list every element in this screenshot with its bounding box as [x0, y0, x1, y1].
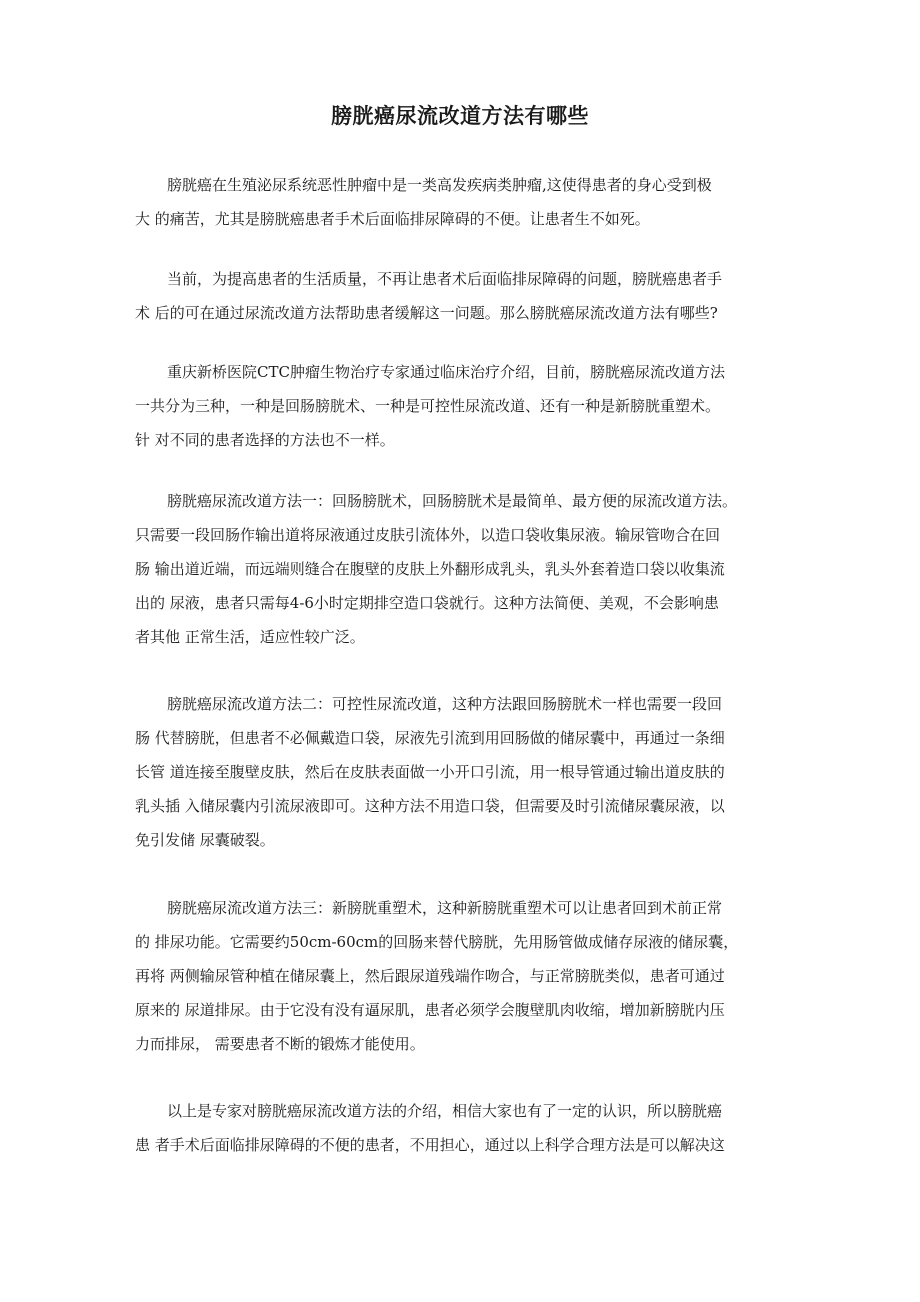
paragraph-line: 当前，为提高患者的生活质量，不再让患者术后面临排尿障碍的问题，膀胱癌患者手 [167, 270, 723, 288]
paragraph-line: 膀胱癌尿流改道方法二：可控性尿流改道，这种方法跟回肠膀胱术一样也需要一段回 [167, 695, 723, 713]
paragraph-line: 免引发储 尿囊破裂。 [135, 831, 275, 849]
paragraph-line: 大 的痛苦，尤其是膀胱癌患者手术后面临排尿障碍的不便。让患者生不如死。 [135, 210, 650, 228]
paragraph-4 [135, 484, 795, 654]
paragraph-line: 肠 输出道近端，而远端则缝合在腹壁的皮肤上外翻形成乳头，乳头外套着造口袋以收集流 [135, 560, 725, 578]
paragraph-3 [135, 355, 795, 457]
paragraph-line: 膀胱癌尿流改道方法一：回肠膀胱术，回肠膀胱术是最简单、最方便的尿流改道方法。 [167, 492, 738, 510]
paragraph-line: 者其他 正常生活，适应性较广泛。 [135, 628, 365, 646]
paragraph-2 [135, 262, 795, 330]
paragraph-line: 重庆新桥医院CTC肿瘤生物治疗专家通过临床治疗介绍，目前，膀胱癌尿流改道方法 [167, 363, 725, 381]
paragraph-line: 力而排尿， 需要患者不断的锻炼才能使用。 [135, 1035, 425, 1053]
paragraph-line: 的 排尿功能。它需要约50cm-60cm的回肠来替代膀胱，先用肠管做成储存尿液的储尿囊， [135, 933, 739, 951]
paragraph-line: 只需要一段回肠作输出道将尿液通过皮肤引流体外，以造口袋收集尿液。输尿管吻合在回 [135, 526, 721, 544]
paragraph-line: 出的 尿液，患者只需每4-6小时定期排空造口袋就行。这种方法简便、美观，不会影响患 [135, 594, 719, 612]
document-title: 膀胱癌尿流改道方法有哪些 [331, 103, 589, 128]
paragraph-line: 针 对不同的患者选择的方法也不一样。 [135, 431, 395, 449]
paragraph-line: 膀胱癌尿流改道方法三：新膀胱重塑术，这种新膀胱重塑术可以让患者回到术前正常 [167, 899, 723, 917]
paragraph-line: 乳头插 入储尿囊内引流尿液即可。这种方法不用造口袋，但需要及时引流储尿囊尿液，以 [135, 797, 725, 815]
paragraph-line: 一共分为三种，一种是回肠膀胱术、一种是可控性尿流改道、还有一种是新膀胱重塑术。 [135, 397, 721, 415]
paragraph-line: 长管 道连接至腹壁皮肤，然后在皮肤表面做一小开口引流，用一根导管通过输出道皮肤的 [135, 763, 725, 781]
paragraph-1 [135, 168, 795, 236]
paragraph-line: 膀胱癌在生殖泌尿系统恶性肿瘤中是一类高发疾病类肿瘤,这使得患者的身心受到极 [167, 176, 712, 194]
paragraph-line: 肠 代替膀胱，但患者不必佩戴造口袋，尿液先引流到用回肠做的储尿囊中，再通过一条细 [135, 729, 725, 747]
paragraph-line: 再将 两侧输尿管种植在储尿囊上，然后跟尿道残端作吻合，与正常膀胱类似，患者可通过 [135, 967, 725, 985]
paragraph-5 [135, 687, 795, 857]
paragraph-line: 术 后的可在通过尿流改道方法帮助患者缓解这一问题。那么膀胱癌尿流改道方法有哪些? [135, 304, 718, 322]
paragraph-6 [135, 891, 795, 1061]
paragraph-line: 以上是专家对膀胱癌尿流改道方法的介绍，相信大家也有了一定的认识，所以膀胱癌 [167, 1102, 723, 1120]
paragraph-7 [135, 1094, 795, 1162]
paragraph-line: 原来的 尿道排尿。由于它没有没有逼尿肌，患者必须学会腹壁肌肉收缩，增加新膀胱内压 [135, 1001, 725, 1019]
paragraph-line: 患 者手术后面临排尿障碍的不便的患者，不用担心，通过以上科学合理方法是可以解决这 [135, 1136, 725, 1154]
